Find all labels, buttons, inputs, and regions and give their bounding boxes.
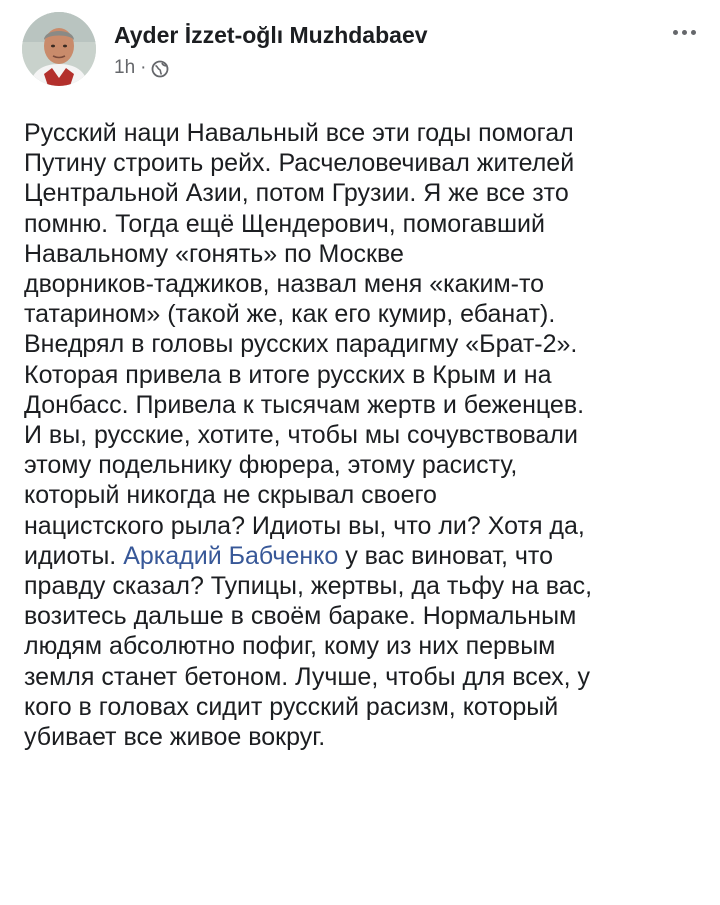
post-text-line: Путину строить рейх. Расчеловечивал жителей [24, 149, 575, 178]
post-text [24, 118, 696, 752]
avatar[interactable] [22, 12, 96, 86]
post-text-line: Центральной Азии, потом Грузии. Я же все зто [24, 179, 569, 208]
post-text-line: нацистского рыла? Идиоты вы, что ли? Хотя да, [24, 511, 585, 540]
post-header [22, 12, 702, 84]
post-text-line: Донбасс. Привела к тысячам жертв и беженцев. [24, 390, 585, 419]
post-text-line: убивает все живое вокруг. [24, 723, 326, 752]
post-text-line: земля станет бетоном. Лучше, чтобы для всех, у [24, 662, 590, 691]
meta-separator: · [140, 57, 147, 78]
post-text-line: который никогда не скрывал своего [24, 481, 437, 510]
post-text-fragment: у вас виноват, что [338, 541, 554, 570]
post-text-line: помню. Тогда ещё Щендерович, помогавший [24, 209, 545, 238]
post-text-fragment: идиоты. [24, 541, 124, 570]
post-text-line: дворников-таджиков, назвал меня «каким-то [24, 270, 545, 299]
globe-icon [151, 60, 169, 78]
avatar-photo [22, 12, 96, 86]
post-text-line: татарином» (такой же, как его кумир, ебанат). [24, 300, 556, 329]
post-text-line: этому подельнику фюрера, этому расисту, [24, 451, 518, 480]
post-text-line: людям абсолютно пофиг, кому из них первым [24, 632, 556, 661]
post-text-line: возитесь дальше в своём бараке. Нормальным [24, 602, 577, 631]
post-text-line: Которая привела в итоге русских в Крым и на [24, 360, 552, 389]
mention-link[interactable]: Аркадий Бабченко [123, 541, 339, 570]
post-text-line: И вы, русские, хотите, чтобы мы сочувствовали [24, 421, 578, 450]
post-text-line-with-mention [24, 541, 696, 571]
post-text-line: кого в головах сидит русский расизм, который [24, 692, 559, 721]
post-text-line: правду сказал? Тупицы, жертвы, да тьфу на вас, [24, 572, 593, 601]
post-text-line: Русский наци Навальный все эти годы помогал [24, 119, 574, 147]
post-meta [114, 57, 169, 79]
more-options-icon[interactable] [666, 20, 702, 44]
author-name[interactable]: Ayder İzzet-oğlı Muzhdabaev [114, 22, 428, 48]
post-time[interactable]: 1h [114, 57, 136, 78]
post-text-line: Внедрял в головы русских парадигму «Брат-2». [24, 330, 578, 359]
post-text-line: Навальному «гонять» по Москве [24, 239, 404, 268]
